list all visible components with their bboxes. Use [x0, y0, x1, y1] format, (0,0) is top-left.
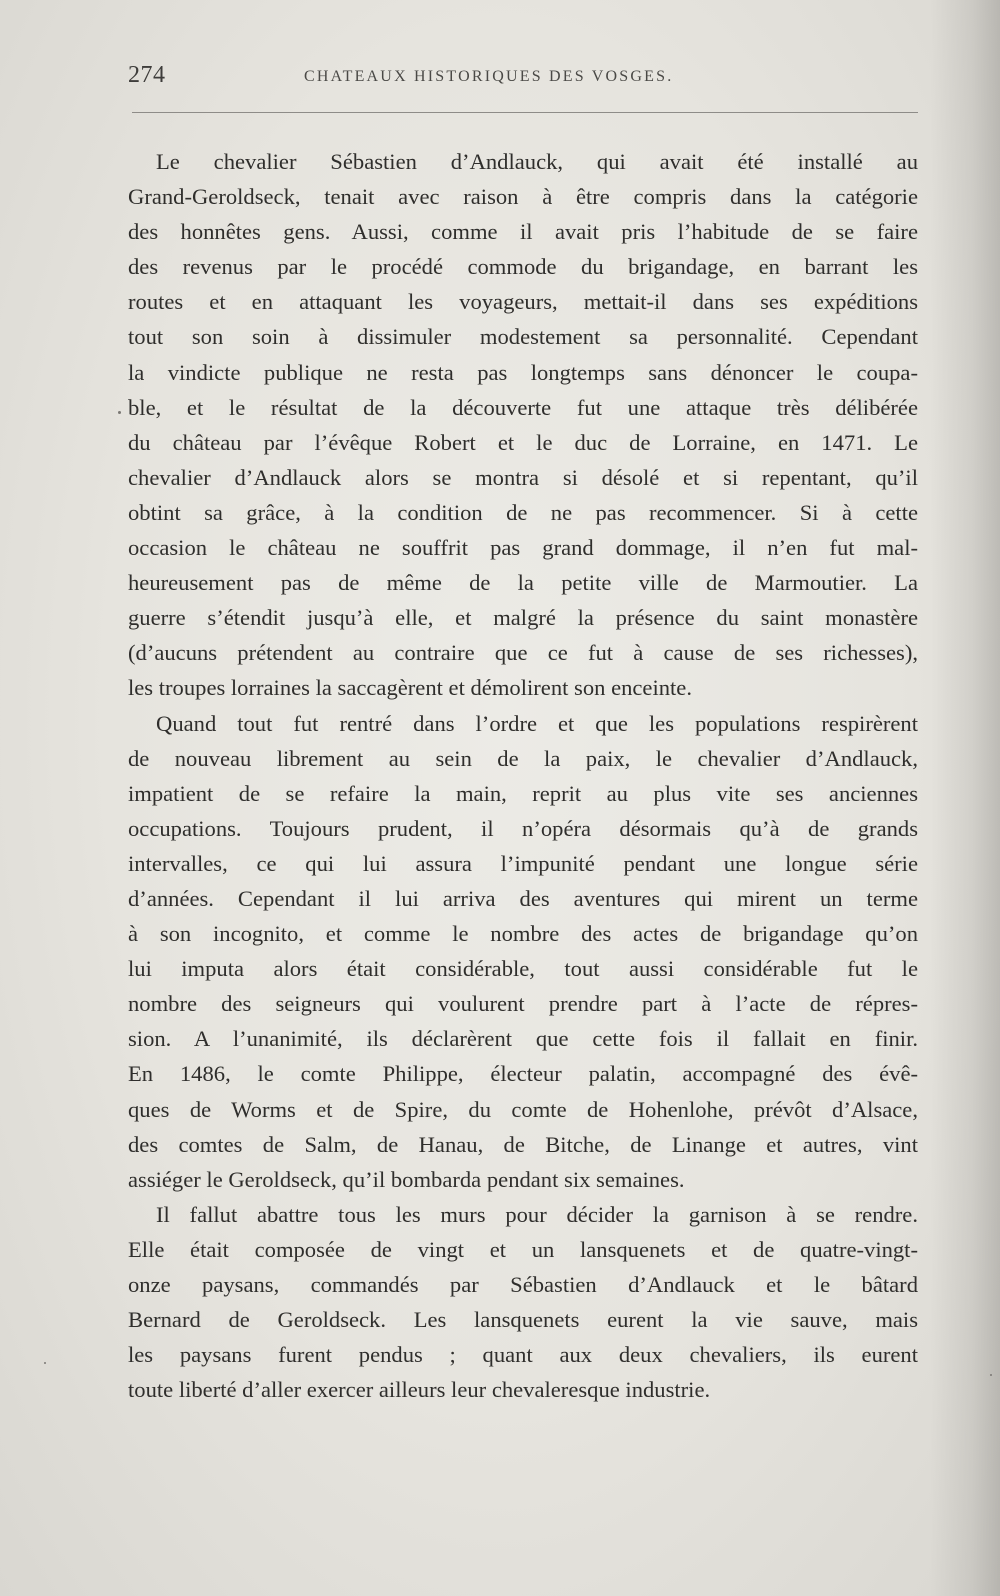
text-line: de nouveau librement au sein de la paix, le chevalier d’Andlauck,	[128, 745, 918, 771]
text-line: impatient de se refaire la main, reprit au plus vite ses anciennes	[128, 780, 918, 806]
text-line: du château par l’évêque Robert et le duc de Lorraine, en 1471. Le	[128, 429, 918, 455]
text-line: routes et en attaquant les voyageurs, mettait-il dans ses expéditions	[128, 289, 918, 315]
text-line: Il fallut abattre tous les murs pour décider la garnison à se rendre.	[156, 1201, 918, 1227]
text-line: nombre des seigneurs qui voulurent prendre part à l’acte de répres-	[128, 991, 918, 1017]
body-text	[128, 144, 918, 1407]
text-line: onze paysans, commandés par Sébastien d’Andlauck et le bâtard	[128, 1272, 918, 1297]
text-line: Le chevalier Sébastien d’Andlauck, qui avait été installé au	[156, 149, 918, 174]
text-line: lui imputa alors était considérable, tout aussi considérable fut le	[128, 956, 918, 982]
text-line: chevalier d’Andlauck alors se montra si désolé et si repentant, qu’il	[128, 464, 918, 490]
paper-speck	[118, 411, 121, 414]
header-rule	[132, 112, 918, 113]
text-line: les paysans furent pendus ; quant aux deux chevaliers, ils eurent	[128, 1342, 918, 1368]
text-line: des revenus par le procédé commode du brigandage, en barrant les	[128, 254, 918, 280]
text-line: sion. A l’unanimité, ils déclarèrent que cette fois il fallait en finir.	[128, 1026, 918, 1052]
text-line: des honnêtes gens. Aussi, comme il avait pris l’habitude de se faire	[128, 219, 918, 245]
text-line: intervalles, ce qui lui assura l’impunité pendant une longue série	[128, 850, 918, 876]
text-line: ques de Worms et de Spire, du comte de Hohenlohe, prévôt d’Alsace,	[128, 1096, 918, 1122]
text-line: d’années. Cependant il lui arriva des aventures qui mirent un terme	[128, 885, 918, 911]
text-line: des comtes de Salm, de Hanau, de Bitche, de Linange et autres, vint	[128, 1131, 918, 1157]
paper-speck	[44, 1362, 46, 1364]
text-line: Grand-Geroldseck, tenait avec raison à être compris dans la catégorie	[128, 184, 918, 210]
text-line: guerre s’étendit jusqu’à elle, et malgré la présence du saint monastère	[128, 605, 918, 631]
text-line: tout son soin à dissimuler modestement sa personnalité. Cependant	[128, 324, 918, 350]
text-line: la vindicte publique ne resta pas longtemps sans dénoncer le coupa-	[128, 359, 918, 385]
text-line: Quand tout fut rentré dans l’ordre et que les populations respirèrent	[156, 710, 918, 736]
paragraph-3	[128, 1197, 918, 1408]
page-number: 274	[128, 62, 166, 88]
text-line: Bernard de Geroldseck. Les lansquenets eurent la vie sauve, mais	[128, 1307, 918, 1333]
page-edge-shadow	[930, 0, 1000, 1596]
text-line: (d’aucuns prétendent au contraire que ce fut à cause de ses richesses),	[128, 640, 918, 666]
running-header	[126, 62, 916, 102]
text-line: En 1486, le comte Philippe, électeur palatin, accompagné des évê-	[128, 1061, 918, 1087]
text-line: obtint sa grâce, à la condition de ne pas recommencer. Si à cette	[128, 499, 918, 525]
text-line: heureusement pas de même de la petite ville de Marmoutier. La	[128, 570, 918, 596]
paragraph-1	[128, 144, 918, 706]
text-line: les troupes lorraines la saccagèrent et démolirent son enceinte.	[128, 675, 692, 701]
text-line: occasion le château ne souffrit pas grand dommage, il n’en fut mal-	[128, 535, 918, 561]
text-line: à son incognito, et comme le nombre des actes de brigandage qu’on	[128, 921, 918, 947]
text-line: ble, et le résultat de la découverte fut une attaque très délibérée	[128, 394, 918, 420]
text-line: toute liberté d’aller exercer ailleurs leur chevaleresque industrie.	[128, 1377, 711, 1403]
text-line: assiéger le Geroldseck, qu’il bombarda pendant six semaines.	[128, 1166, 685, 1192]
text-line: occupations. Toujours prudent, il n’opéra désormais qu’à de grands	[128, 815, 918, 841]
running-title: CHATEAUX HISTORIQUES DES VOSGES.	[304, 68, 674, 85]
paragraph-2	[128, 706, 918, 1197]
paper-speck	[990, 1374, 992, 1376]
text-line: Elle était composée de vingt et un lansquenets et de quatre-vingt-	[128, 1236, 918, 1262]
